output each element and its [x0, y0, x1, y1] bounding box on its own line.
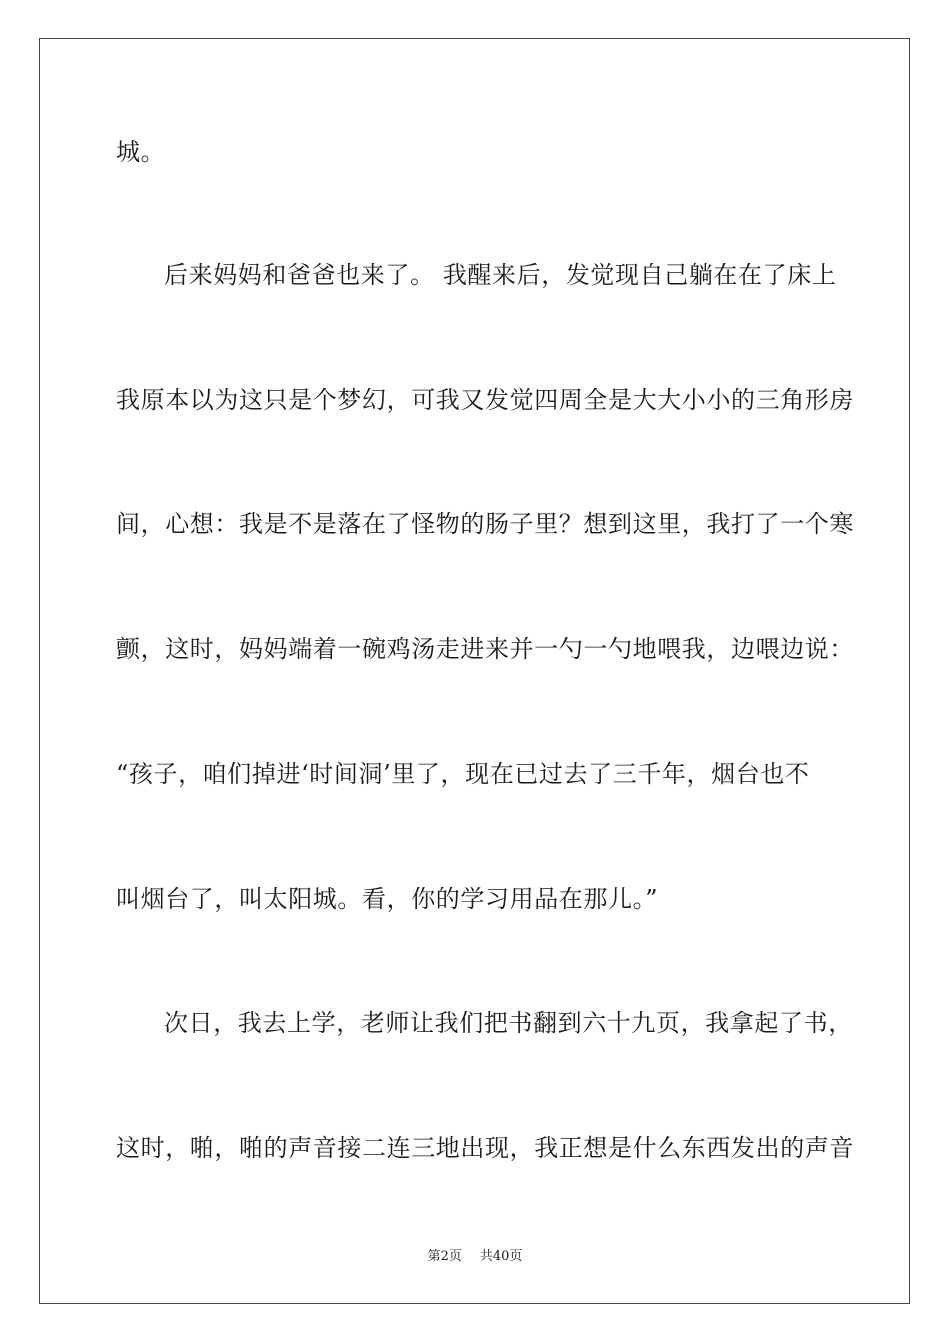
- page-border: [39, 38, 910, 1304]
- text-line-5: 颤，这时，妈妈端着一碗鸡汤走进来并一勺一勺地喂我，边喂边说：: [116, 635, 854, 663]
- text-line-9: 这时，啪，啪的声音接二连三地出现，我正想是什么东西发出的声音: [116, 1134, 854, 1162]
- text-line-7: 叫烟台了，叫太阳城。看，你的学习用品在那儿。”: [116, 885, 659, 913]
- text-line-6: “孩子，咱们掉进‘时间洞’里了，现在已过去了三千年，烟台也不: [116, 760, 810, 788]
- total-pages: 共40页: [479, 1249, 523, 1264]
- text-line-8: 次日，我去上学，老师让我们把书翻到六十九页，我拿起了书，: [164, 1009, 853, 1037]
- text-line-2: 后来妈妈和爸爸也来了。 我醒来后，发觉现自己躺在在了床上: [164, 261, 837, 289]
- text-line-1: 城。: [116, 138, 166, 166]
- page-number: 第2页: [427, 1249, 462, 1264]
- page-footer: [0, 1248, 950, 1266]
- text-line-4: 间，心想：我是不是落在了怪物的肠子里？想到这里，我打了一个寒: [116, 510, 854, 538]
- text-line-3: 我原本以为这只是个梦幻，可我又发觉四周全是大大小小的三角形房: [116, 386, 854, 414]
